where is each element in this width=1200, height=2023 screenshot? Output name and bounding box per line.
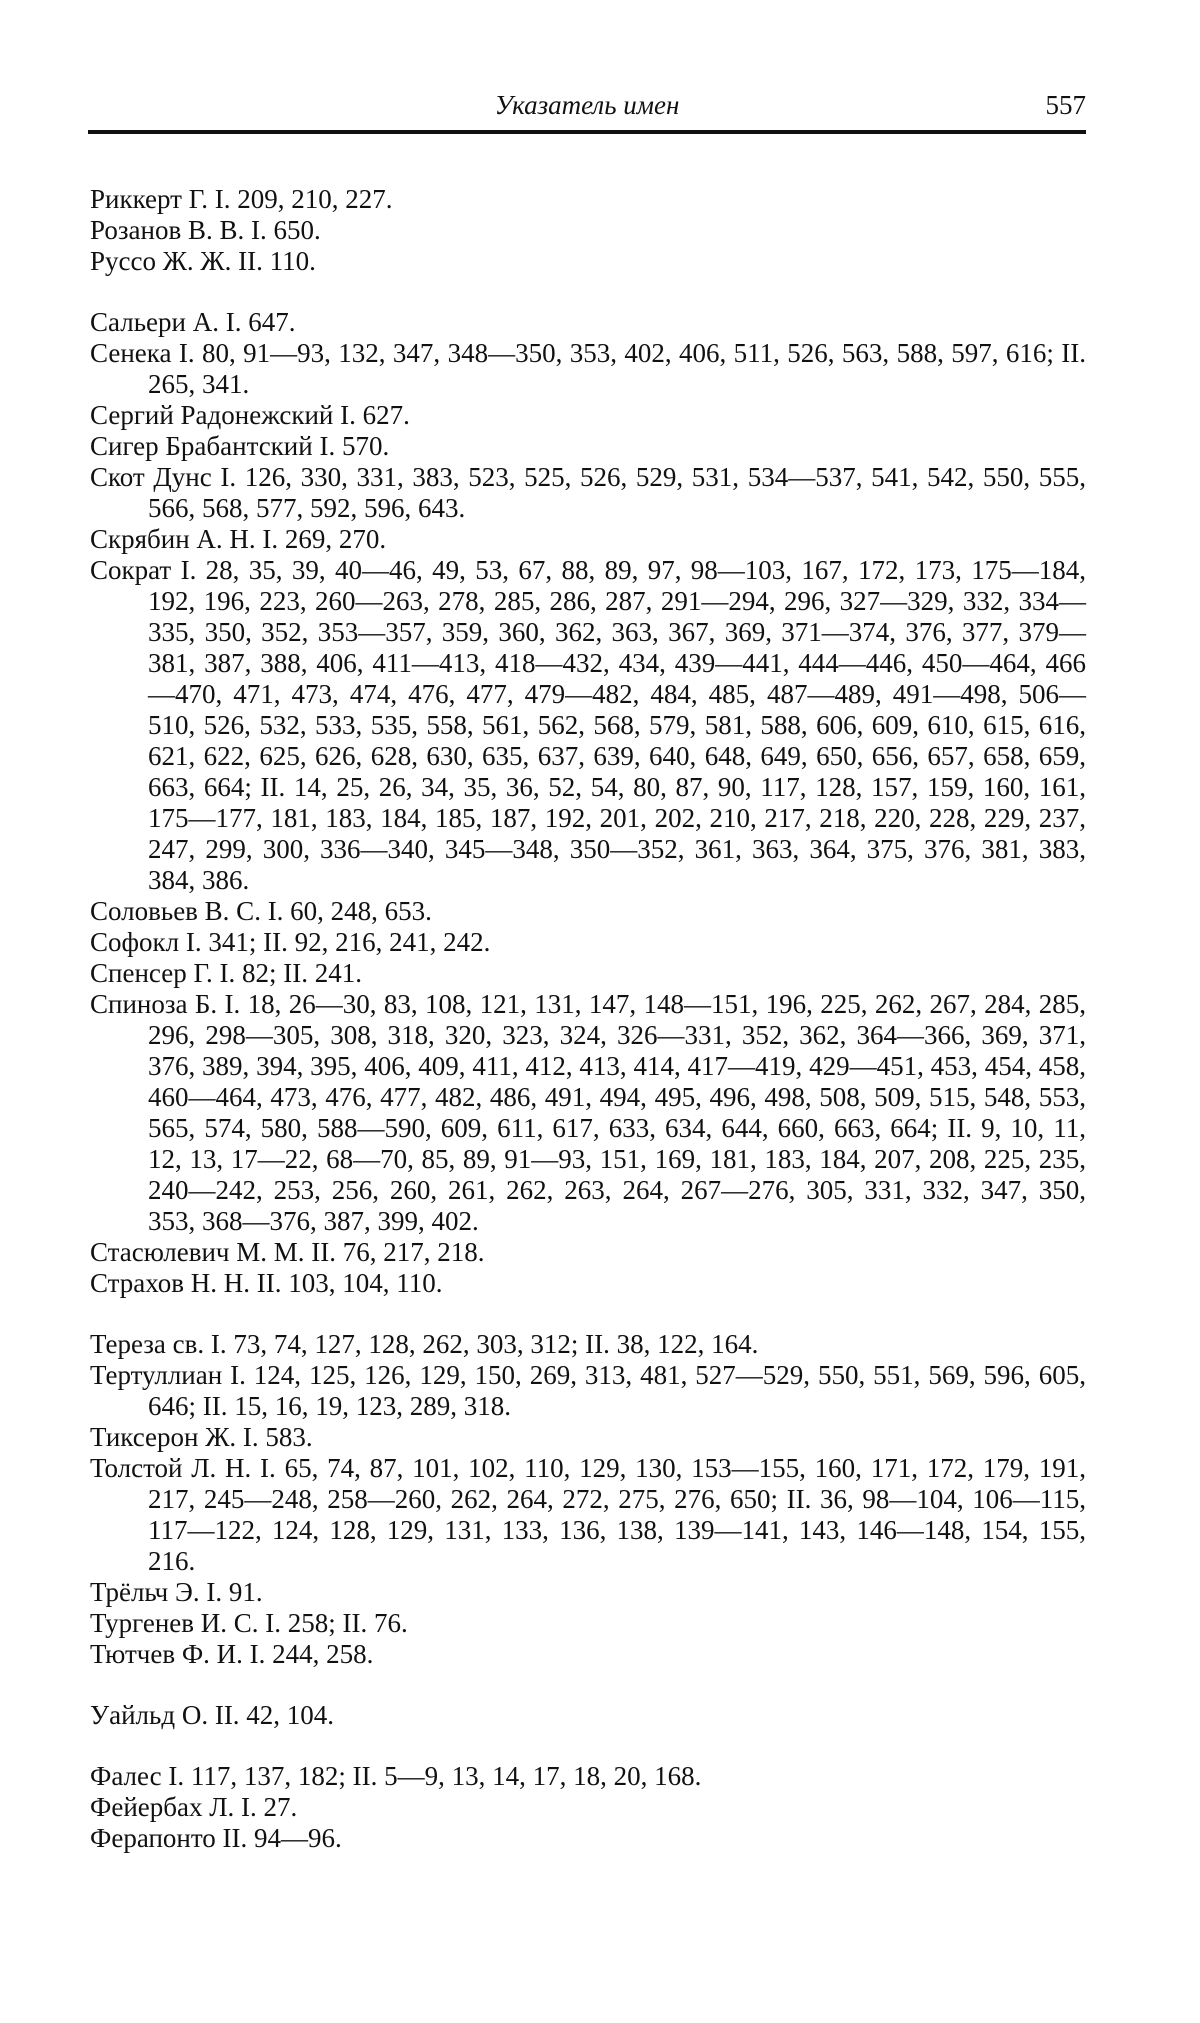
index-letter-group — [90, 184, 1086, 277]
index-entry: Риккерт Г. I. 209, 210, 227. — [90, 184, 1086, 215]
index-entry: Скот Дунс I. 126, 330, 331, 383, 523, 525, 526, 529, 531, 534—537, 541, 542, 550, 555, 566, 568, 577, 592, 596, 643. — [90, 462, 1086, 524]
running-header — [88, 82, 1086, 130]
index-entry: Сальери А. I. 647. — [90, 307, 1086, 338]
index-entry: Тертуллиан I. 124, 125, 126, 129, 150, 269, 313, 481, 527—529, 550, 551, 569, 596, 605, 646; II. 15, 16, 19, 123, 289, 318. — [90, 1360, 1086, 1422]
index-entry: Тереза св. I. 73, 74, 127, 128, 262, 303, 312; II. 38, 122, 164. — [90, 1329, 1086, 1360]
index-entry: Ферапонто II. 94—96. — [90, 1823, 1086, 1854]
index-entry: Толстой Л. Н. I. 65, 74, 87, 101, 102, 110, 129, 130, 153—155, 160, 171, 172, 179, 191, 217, 245—248, 258—260, 262, 264, 272, 275, 276, 650; II. 36, 98—104, 106—115, 117—122, 124, 128, 129, 131, 133, 136, 138, 139—141, 143, 146—148, 154, 155, 216. — [90, 1453, 1086, 1577]
header-rule — [88, 130, 1086, 134]
index-entry: Тургенев И. С. I. 258; II. 76. — [90, 1608, 1086, 1639]
index-entry: Руссо Ж. Ж. II. 110. — [90, 246, 1086, 277]
index-letter-group — [90, 1761, 1086, 1854]
index-entry: Скрябин А. Н. I. 269, 270. — [90, 524, 1086, 555]
index-entry: Соловьев В. С. I. 60, 248, 653. — [90, 896, 1086, 927]
index-entry: Спиноза Б. I. 18, 26—30, 83, 108, 121, 131, 147, 148—151, 196, 225, 262, 267, 284, 285, 296, 298—305, 308, 318, 320, 323, 324, 326—331, 352, 362, 364—366, 369, 371, 376, 389, 394, 395, 406, 409, 411, 412, 413, 414, 417—419, 429—451, 453, 454, 458, 460—464, 473, 476, 477, 482, 486, 491, 494, 495, 496, 498, 508, 509, 515, 548, 553, 565, 574, 580, 588—590, 609, 611, 617, 633, 634, 644, 660, 663, 664; II. 9, 10, 11, 12, 13, 17—22, 68—70, 85, 89, 91—93, 151, 169, 181, 183, 184, 207, 208, 225, 235, 240—242, 253, 256, 260, 261, 262, 263, 264, 267—276, 305, 331, 332, 347, 350, 353, 368—376, 387, 399, 402. — [90, 989, 1086, 1237]
index-entry: Софокл I. 341; II. 92, 216, 241, 242. — [90, 927, 1086, 958]
name-index — [90, 184, 1086, 1854]
index-entry: Фалес I. 117, 137, 182; II. 5—9, 13, 14, 17, 18, 20, 168. — [90, 1761, 1086, 1792]
index-entry: Спенсер Г. I. 82; II. 241. — [90, 958, 1086, 989]
index-entry: Розанов В. В. I. 650. — [90, 215, 1086, 246]
page-number: 557 — [1046, 90, 1087, 121]
index-entry: Сигер Брабантский I. 570. — [90, 431, 1086, 462]
index-letter-group — [90, 307, 1086, 1299]
index-entry: Трёльч Э. I. 91. — [90, 1577, 1086, 1608]
index-entry: Тиксерон Ж. I. 583. — [90, 1422, 1086, 1453]
index-entry: Тютчев Ф. И. I. 244, 258. — [90, 1639, 1086, 1670]
index-entry: Фейербах Л. I. 27. — [90, 1792, 1086, 1823]
index-letter-group — [90, 1700, 1086, 1731]
running-title: Указатель имен — [88, 90, 1086, 121]
index-letter-group — [90, 1329, 1086, 1670]
index-entry: Стасюлевич М. М. II. 76, 217, 218. — [90, 1237, 1086, 1268]
book-page — [0, 0, 1200, 2023]
index-entry: Уайльд О. II. 42, 104. — [90, 1700, 1086, 1731]
index-entry: Сенека I. 80, 91—93, 132, 347, 348—350, 353, 402, 406, 511, 526, 563, 588, 597, 616; II. 265, 341. — [90, 338, 1086, 400]
index-entry: Сократ I. 28, 35, 39, 40—46, 49, 53, 67, 88, 89, 97, 98—103, 167, 172, 173, 175—184, 192, 196, 223, 260—263, 278, 285, 286, 287, 291—294, 296, 327—329, 332, 334—335, 350, 352, 353—357, 359, 360, 362, 363, 367, 369, 371—374, 376, 377, 379—381, 387, 388, 406, 411—413, 418—432, 434, 439—441, 444—446, 450—464, 466—470, 471, 473, 474, 476, 477, 479—482, 484, 485, 487—489, 491—498, 506—510, 526, 532, 533, 535, 558, 561, 562, 568, 579, 581, 588, 606, 609, 610, 615, 616, 621, 622, 625, 626, 628, 630, 635, 637, 639, 640, 648, 649, 650, 656, 657, 658, 659, 663, 664; II. 14, 25, 26, 34, 35, 36, 52, 54, 80, 87, 90, 117, 128, 157, 159, 160, 161, 175—177, 181, 183, 184, 185, 187, 192, 201, 202, 210, 217, 218, 220, 228, 229, 237, 247, 299, 300, 336—340, 345—348, 350—352, 361, 363, 364, 375, 376, 381, 383, 384, 386. — [90, 555, 1086, 896]
index-entry: Сергий Радонежский I. 627. — [90, 400, 1086, 431]
index-entry: Страхов Н. Н. II. 103, 104, 110. — [90, 1268, 1086, 1299]
